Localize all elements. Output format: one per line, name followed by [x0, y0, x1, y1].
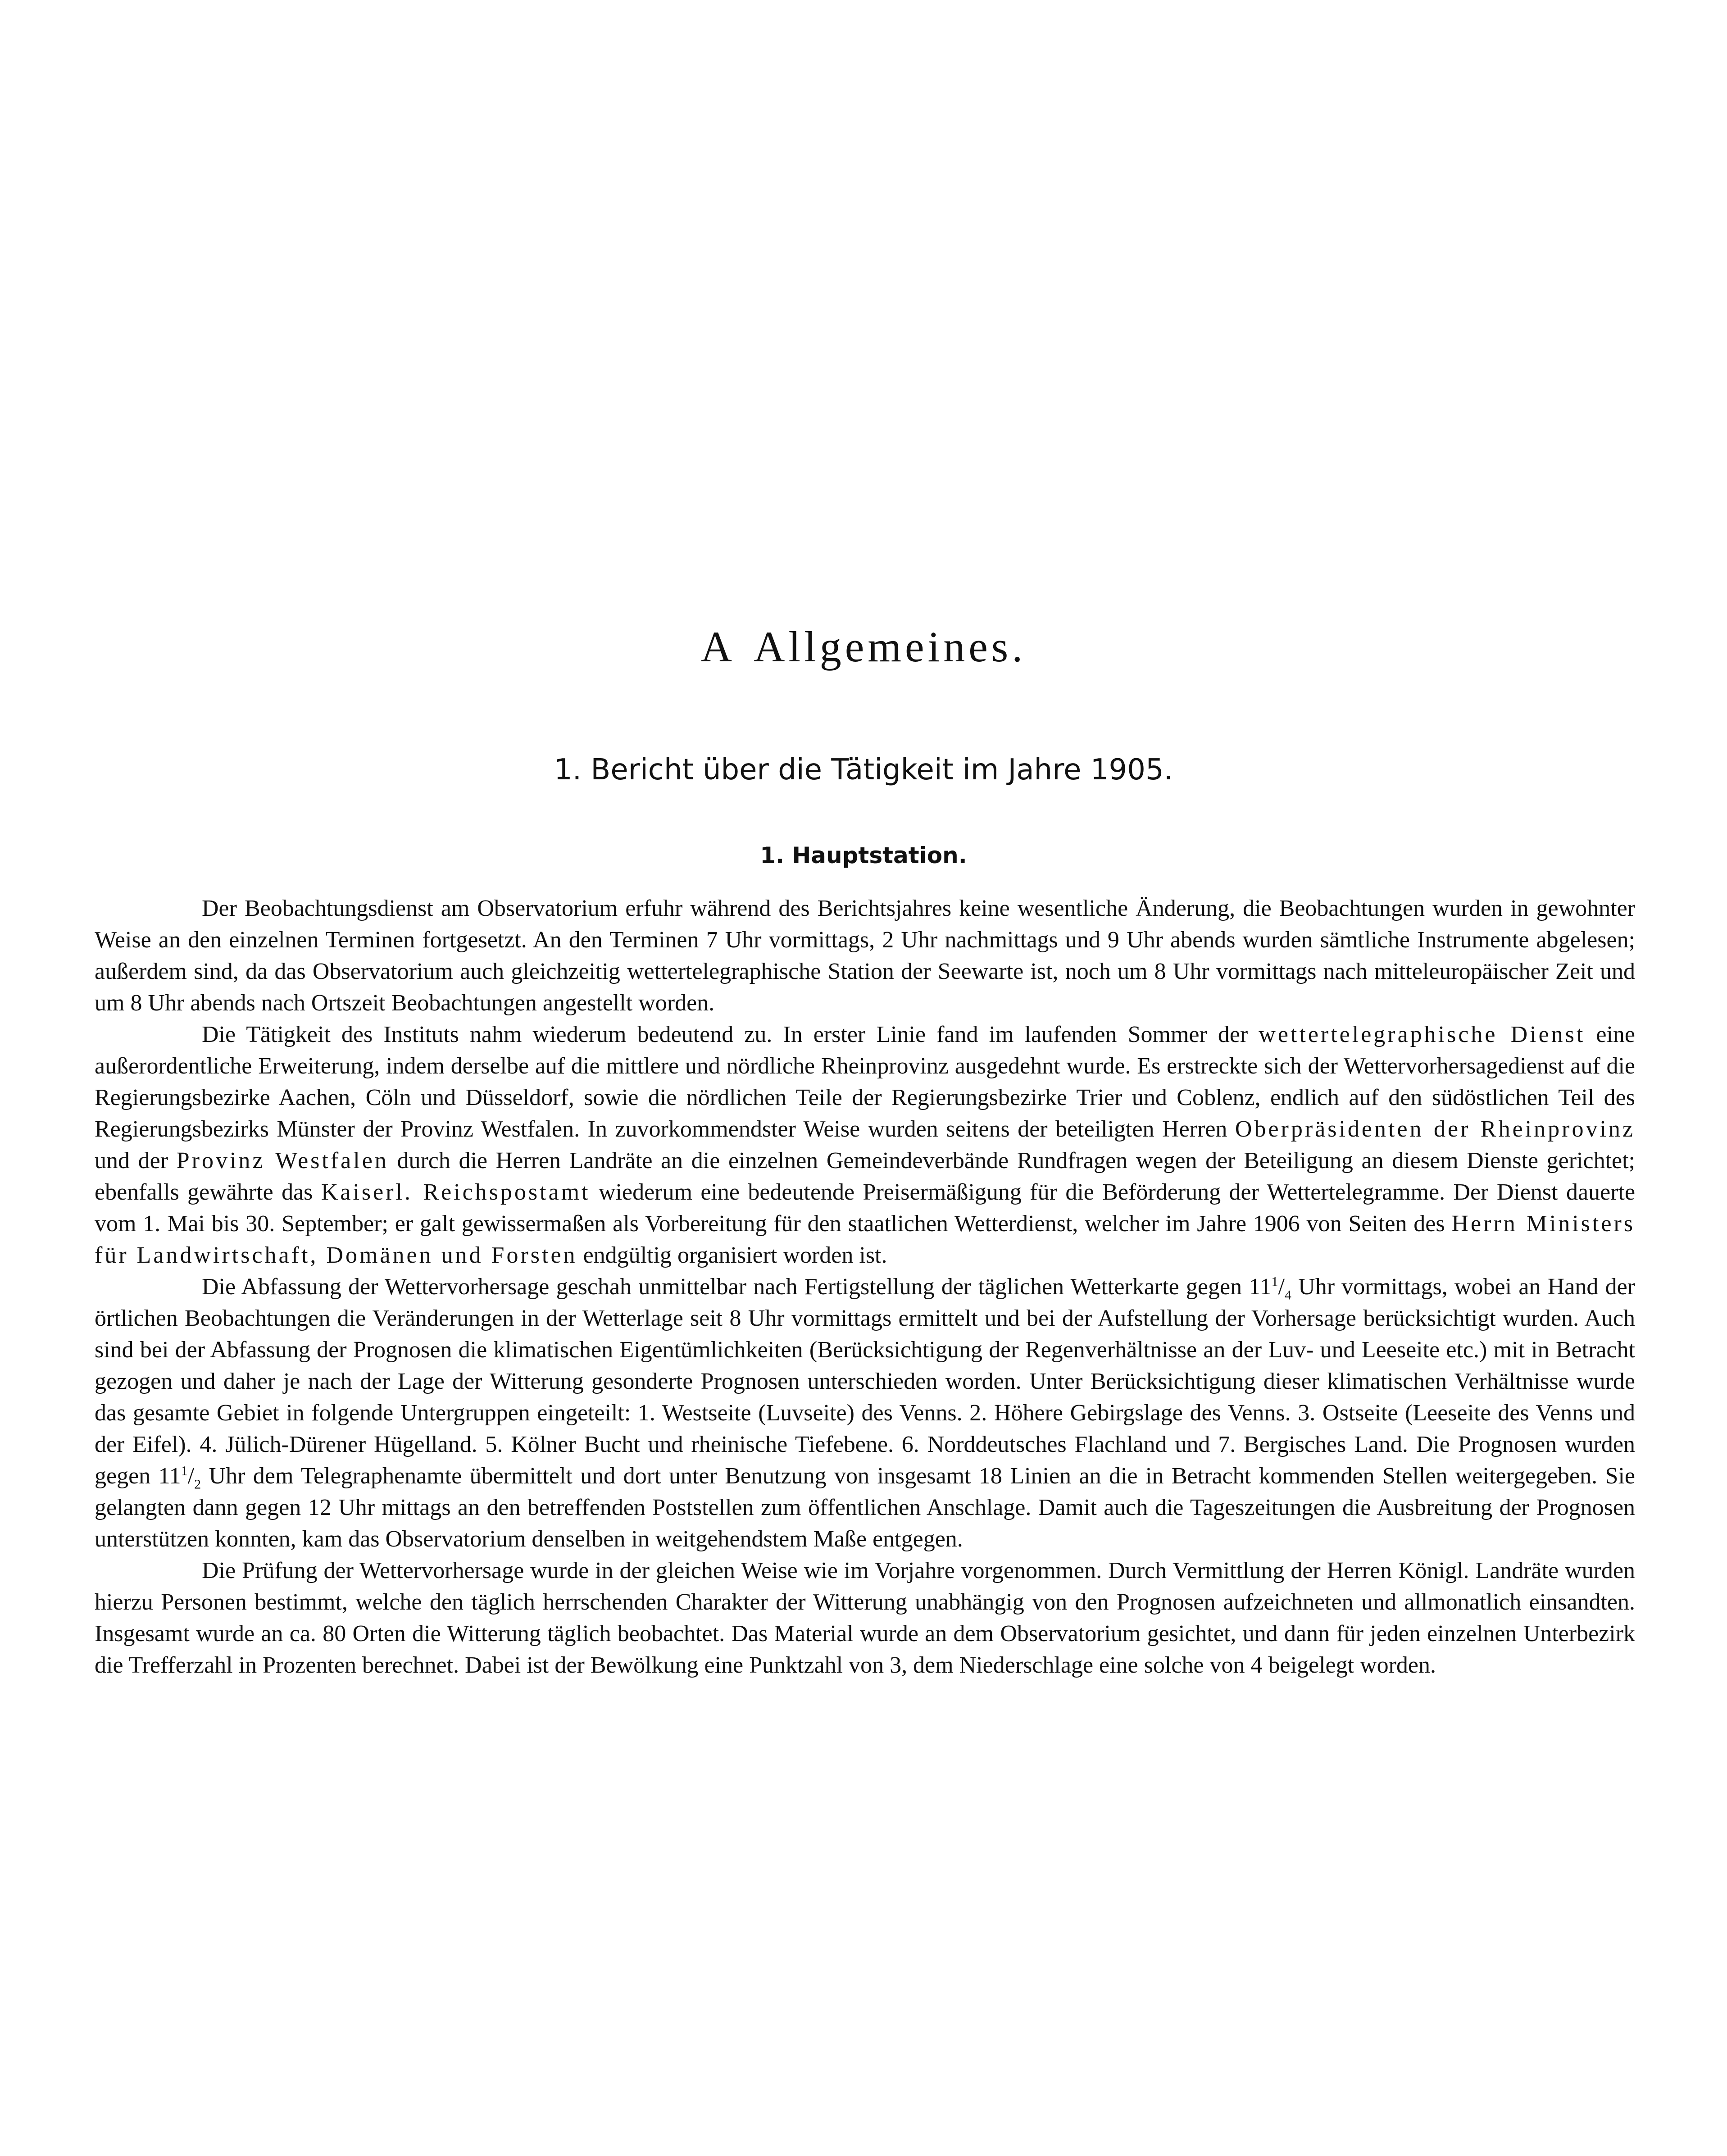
spaced-term: Provinz Westfalen: [176, 1148, 389, 1174]
spaced-term: Herrn Ministers für Landwirtschaft, Domänen und Forsten: [95, 1211, 1636, 1268]
paragraph-forecast-preparation: Die Abfassung der Wettervorhersage geschah unmittelbar nach Fertigstellung der täglichen Wetterkarte gegen $11^1/_4$ Uhr vormittags, wobei an Hand der örtlichen Beobachtungen die Veränderungen in der Wetterlage seit 8 Uhr vormittags ermittelt und bei der Aufstellung der Vorhersage berücksichtigt wurden. Auch sind bei der Abfassung der Prognosen die klimatischen Eigentümlichkeiten (Berücksichtigung der Regenverhältnisse an der Luv- und Leeseite etc.) mit in Betracht gezogen und daher je nach der Lage der Witterung gesonderte Prognosen unterschieden worden. Unter Berücksichtigung dieser klimatischen Verhältnisse wurde das gesamte Gebiet in folgende Untergruppen eingeteilt: 1. Westseite (Luvseite) des Venns. 2. Höhere Gebirgslage des Venns. 3. Ostseite (Leeseite des Venns und der Eifel). 4. Jülich-Dürener Hügelland. 5. Kölner Bucht und rheinische Tiefebene. 6. Norddeutsches Flachland und 7. Bergisches Land. Die Prognosen wurden gegen $11^1/_2$ Uhr dem Telegraphenamte übermittelt und dort unter Benutzung von insgesamt 18 Linien an die in Betracht kommenden Stellen weitergegeben. Sie gelangten dann gegen 12 Uhr mittags an den betreffenden Poststellen zum öffentlichen Anschlage. Damit auch die Tageszeitungen die Ausbreitung der Prognosen unterstützen konnten, kam das Observatorium denselben in weitgehendstem Maße entgegen.: [95, 1274, 1636, 1552]
fraction-numerator: 1: [181, 1463, 188, 1478]
text-run: endgültig organisiert worden ist.: [583, 1242, 887, 1268]
body-text: [95, 893, 1635, 1681]
text-run: durch die Herren Landräte an die einzelnen Gemeindeverbände Rundfragen wegen der Beteiligung an diesem Dienste gerichtet; ebenfalls gewährte das: [95, 1148, 1636, 1205]
part-letter: A: [700, 623, 736, 671]
part-word: Allgemeines.: [754, 623, 1027, 671]
section-title: 1. Bericht über die Tätigkeit im Jahre 1905.: [554, 753, 1173, 787]
spaced-term: wettertelegraphische Dienst: [1259, 1022, 1586, 1047]
subsection-title: 1. Hauptstation.: [760, 842, 967, 869]
fraction-denominator: 4: [1284, 1287, 1291, 1303]
text-run: und der: [95, 1148, 168, 1174]
paragraph-institute-activity: [95, 1019, 1635, 1271]
text-run: Die Abfassung der Wettervorhersage geschah unmittelbar nach Fertigstellung der täglichen Wetterkarte gegen 11: [202, 1274, 1272, 1300]
spaced-term: Oberpräsidenten der Rheinprovinz: [1235, 1116, 1635, 1142]
text-run: eine außerordentliche Erweiterung, indem derselbe auf die mittlere und nördliche Rheinprovinz ausgedehnt wurde. Es erstreckte sich der Wettervorhersagedienst auf die Regierungsbezirke Aachen, Cöln und Düsseldorf, sowie die nördlichen Teile der Regierungsbezirke Trier und Coblenz, endlich auf den südöstlichen Teil des Regierungsbezirks Münster der Provinz Westfalen. In zuvorkommendster Weise wurden seitens der beteiligten Herren: [95, 1022, 1636, 1142]
paragraph-forecast-verification: Die Prüfung der Wettervorhersage wurde in der gleichen Weise wie im Vorjahre vorgenommen. Durch Vermittlung der Herren Königl. Landräte wurden hierzu Personen bestimmt, welche den täglich herrschenden Charakter der Witterung unabhängig von den Prognosen aufzeichneten und allmonatlich einsandten. Insgesamt wurde an ca. 80 Orten die Witterung täglich beobachtet. Das Material wurde an dem Observatorium gesichtet, und dann für jeden einzelnen Unterbezirk die Trefferzahl in Prozenten berechnet. Dabei ist der Bewölkung eine Punktzahl von 3, dem Niederschlage eine solche von 4 beigelegt worden.: [95, 1558, 1635, 1678]
text-run: wiederum eine bedeutende Preisermäßigung für die Beförderung der Wettertelegramme. Der Dienst dauerte vom 1. Mai bis 30. September; er galt gewissermaßen als Vorbereitung für den staatlichen Wetterdienst, welcher im Jahre 1906 von Seiten des: [95, 1179, 1636, 1237]
spaced-term: Kaiserl. Reichspostamt: [321, 1179, 591, 1205]
part-title: [0, 622, 1727, 672]
text-run: Die Tätigkeit des Instituts nahm wiederum bedeutend zu. In erster Linie fand im laufenden Sommer der: [202, 1022, 1248, 1047]
fraction-numerator: 1: [1271, 1274, 1278, 1289]
paragraph-observation-service: Der Beobachtungsdienst am Observatorium erfuhr während des Berichtsjahres keine wesentliche Änderung, die Beobachtungen wurden in gewohnter Weise an den einzelnen Terminen fortgesetzt. An den Terminen 7 Uhr vormittags, 2 Uhr nachmittags und 9 Uhr abends wurden sämtliche Instrumente abgelesen; außerdem sind, da das Observatorium auch gleichzeitig wettertelegraphische Station der Seewarte ist, noch um 8 Uhr vormittags nach mitteleuropäischer Zeit und um 8 Uhr abends nach Ortszeit Beobachtungen angestellt worden.: [95, 896, 1635, 1016]
text-run: Uhr dem Telegraphenamte übermittelt und dort unter Benutzung von insgesamt 18 Linien an die in Betracht kommenden Stellen weitergegeben. Sie gelangten dann gegen 12 Uhr mittags an den betreffenden Poststellen zum öffentlichen Anschlage. Damit auch die Tageszeitungen die Ausbreitung der Prognosen unterstützen konnten, kam das Observatorium denselben in weitgehendstem Maße entgegen.: [95, 1463, 1635, 1552]
fraction-denominator: 2: [194, 1477, 201, 1492]
text-run: Uhr vormittags, wobei an Hand der örtlichen Beobachtungen die Veränderungen in der Wetterlage seit 8 Uhr vormittags ermittelt und bei der Aufstellung der Vorhersage berücksichtigt wurden. Auch sind bei der Abfassung der Prognosen die klimatischen Eigentümlichkeiten (Berücksichtigung der Regenverhältnisse an der Luv- und Leeseite etc.) mit in Betracht gezogen und daher je nach der Lage der Witterung gesonderte Prognosen unterschieden worden. Unter Berücksichtigung dieser klimatischen Verhältnisse wurde das gesamte Gebiet in folgende Untergruppen eingeteilt: 1. Westseite (Luvseite) des Venns. 2. Höhere Gebirgslage des Venns. 3. Ostseite (Leeseite des Venns und der Eifel). 4. Jülich-Dürener Hügelland. 5. Kölner Bucht und rheinische Tiefebene. 6. Norddeutsches Flachland und 7. Bergisches Land. Die Prognosen wurden gegen 11: [95, 1274, 1636, 1489]
